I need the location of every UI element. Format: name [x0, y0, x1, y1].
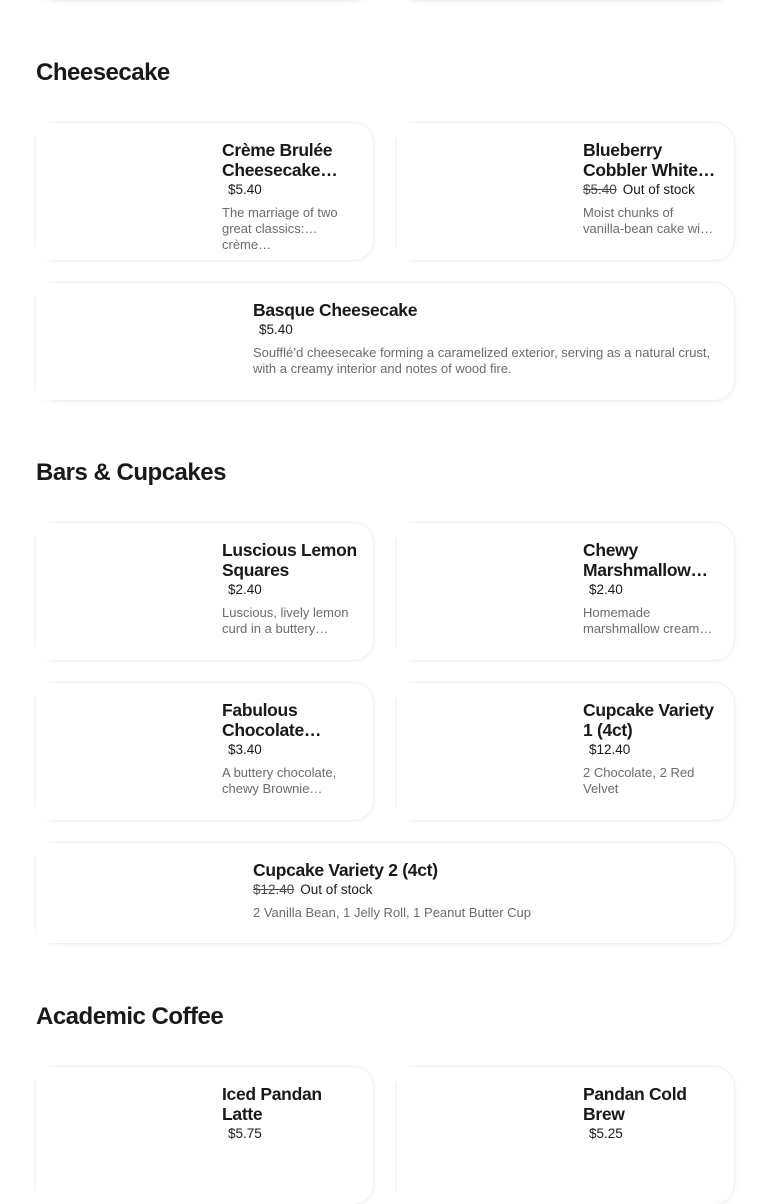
menu-item-card[interactable]	[397, 1067, 734, 1204]
section-title: Academic Coffee	[36, 1003, 224, 1030]
item-description: Soufflé’d cheesecake forming a caramelized exterior, serving as a natural crust, with a creamy interior and notes of wood fire.	[253, 345, 711, 376]
item-description: Luscious, lively lemon curd in a buttery…	[222, 605, 349, 636]
section-title: Cheesecake	[36, 59, 170, 86]
item-description: 2 Vanilla Bean, 1 Jelly Roll, 1 Peanut Butter Cup	[253, 905, 531, 920]
item-name: Chewy Marshmallow…	[583, 540, 708, 580]
item-name: Fabulous Chocolate…	[222, 700, 322, 740]
item-old-price: $5.40	[583, 182, 617, 197]
item-old-price: $12.40	[253, 882, 295, 897]
item-price: $5.40	[228, 182, 262, 197]
item-price-line	[583, 1125, 718, 1143]
item-description: The marriage of two great classics: crème…	[222, 205, 338, 252]
item-image	[36, 843, 236, 943]
item-price-line	[253, 881, 718, 899]
item-price-line	[222, 1125, 357, 1143]
item-image	[397, 1067, 565, 1204]
menu-item-card[interactable]	[397, 123, 734, 260]
item-name: Pandan Cold Brew	[583, 1084, 687, 1124]
item-image	[36, 283, 236, 400]
item-image	[36, 1067, 204, 1204]
item-price-line	[253, 321, 718, 339]
menu-item-card[interactable]	[397, 683, 734, 820]
item-name: Cupcake Variety 1 (4ct)	[583, 700, 714, 740]
item-image	[36, 683, 204, 820]
item-price-line	[583, 741, 718, 759]
menu-item-card[interactable]	[36, 123, 373, 260]
item-price-line	[222, 741, 357, 759]
menu-item-card[interactable]	[397, 523, 734, 660]
item-description: A buttery chocolate, chewy Brownie…	[222, 765, 337, 796]
item-name: Luscious Lemon Squares	[222, 540, 357, 580]
item-description: Moist chunks of vanilla-bean cake wi…	[583, 205, 714, 236]
item-description: 2 Chocolate, 2 Red Velvet	[583, 765, 695, 796]
item-price: $2.40	[228, 582, 262, 597]
item-price: $5.40	[259, 322, 293, 337]
item-price: $5.25	[589, 1126, 623, 1141]
menu-item-card[interactable]	[36, 523, 373, 660]
item-image	[397, 523, 565, 660]
item-image	[36, 123, 204, 260]
item-name: Blueberry Cobbler White…	[583, 140, 715, 180]
item-stock-status: Out of stock	[622, 182, 695, 197]
menu-item-card[interactable]	[36, 683, 373, 820]
item-price: $2.40	[589, 582, 623, 597]
item-image	[36, 523, 204, 660]
item-stock-status: Out of stock	[300, 882, 373, 897]
item-price-line	[583, 581, 718, 599]
item-description: Homemade marshmallow cream…	[583, 605, 713, 636]
section-title: Bars & Cupcakes	[36, 459, 226, 486]
item-price: $5.75	[228, 1126, 262, 1141]
item-name: Cupcake Variety 2 (4ct)	[253, 860, 438, 880]
item-name: Crème Brulée Cheesecake…	[222, 140, 338, 180]
menu-item-card[interactable]	[36, 283, 734, 400]
item-price-line	[222, 181, 357, 199]
menu-item-card[interactable]	[36, 1067, 373, 1204]
item-price: $3.40	[228, 742, 262, 757]
item-image	[397, 683, 565, 820]
item-image	[397, 123, 565, 260]
item-price: $12.40	[589, 742, 631, 757]
item-name: Basque Cheesecake	[253, 300, 418, 320]
item-price-line	[583, 181, 718, 199]
menu-item-card[interactable]	[36, 843, 734, 943]
item-price-line	[222, 581, 357, 599]
item-name: Iced Pandan Latte	[222, 1084, 322, 1124]
